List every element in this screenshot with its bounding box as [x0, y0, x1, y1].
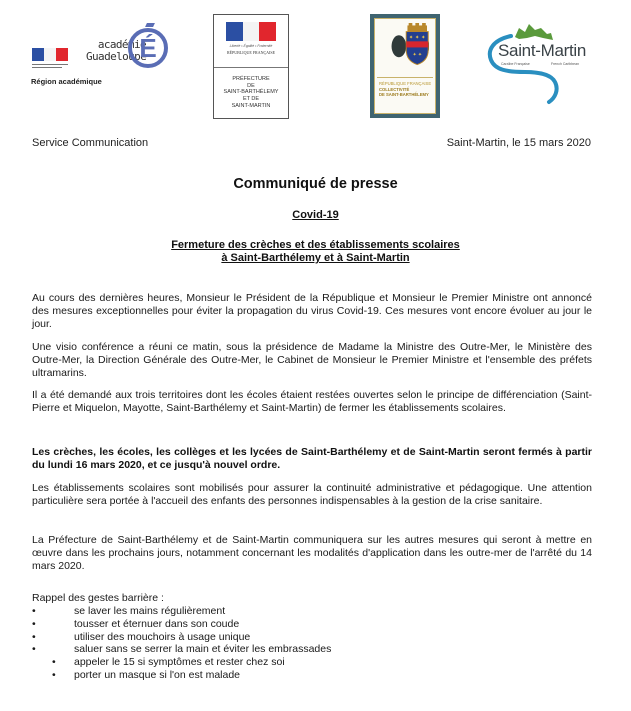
place-date: Saint-Martin, le 15 mars 2020 — [446, 137, 591, 149]
svg-text:✦ ✦: ✦ ✦ — [412, 53, 422, 58]
prefecture-logo — [213, 14, 289, 119]
paragraph-request: Il a été demandé aux trois territoires dont les écoles étaient restées ouvertes selon le principe de différenciation (Saint-Pierre et Miquelon, Mayotte, Saint-Barthélemy et Saint-Martin) de fermer les établissements scolaires. — [32, 389, 592, 415]
bullet-icon: • — [32, 605, 36, 617]
academie-e-icon: É — [128, 28, 168, 68]
paragraph-continuity: Les établissements scolaires sont mobilisés pour assurer la continuité administrative et pédagogique. Une attention particulière sera portée à l'accueil des enfants des personnes indispensables à la gestion de la crise sanitaire. — [32, 482, 592, 508]
bullet-icon: • — [32, 617, 36, 630]
collectivite-label: RÉPUBLIQUE FRANÇAISE COLLECTIVITÉ DE SAINT-BARTHÉLEMY — [379, 81, 432, 98]
saint-martin-logo — [485, 20, 620, 105]
stm-sub-fr: Caraïbe Française — [501, 62, 530, 66]
list-item: • utiliser des mouchoirs à usage unique — [32, 630, 251, 643]
list-item: • tousser et éternuer dans son coude — [32, 617, 240, 630]
saint-barthelemy-logo — [370, 14, 440, 118]
paragraph-prefecture: La Préfecture de Saint-Barthélemy et de Saint-Martin communiquera sur les autres mesures qui seront à mettre en œuvre dans les prochains jours, notamment concernant les modalités d'application dans les outre-mer de l'arrêté du 14 mars 2020. — [32, 534, 592, 573]
marianne-flag-icon — [226, 22, 276, 41]
marianne-flag-icon — [32, 48, 68, 61]
academie-wordmark: académie Guadeloupe — [86, 38, 147, 63]
academie-guadeloupe-logo — [28, 32, 173, 94]
bullet-icon: • — [32, 630, 36, 643]
divider — [214, 67, 288, 68]
region-academique-label: Région académique — [31, 77, 102, 86]
paragraph-visio: Une visio conférence a réuni ce matin, sous la présidence de Madame la Ministre des Outre-Mer, le Ministère des Outre-Mer, la Direction Générale des Outre-Mer, le Cabinet de Monsieur le Premier Ministre et l'ensemble des préfets ultramarins. — [32, 341, 592, 380]
stm-sub-en: French Caribbean — [551, 62, 580, 66]
service-label: Service Communication — [32, 137, 149, 149]
headline: Fermeture des crèches et des établissements scolaires à Saint-Barthélemy et à Saint-Martin — [171, 239, 460, 264]
page-title: Communiqué de presse — [233, 176, 398, 192]
subtitle: Covid-19 — [292, 209, 339, 221]
list-item: • appeler le 15 si symptômes et rester chez soi — [52, 656, 285, 669]
republic-motto: Liberté • Égalité • Fraternité — [229, 44, 273, 48]
gestes-list — [32, 605, 592, 682]
saint-martin-wordmark: Saint-Martin — [498, 41, 587, 60]
paragraph-intro: Au cours des dernières heures, Monsieur le Président de la République et Monsieur le Premier Ministre ont annoncé des mesures exceptionnelles pour éviter la propagation du virus Covid-19. Ces mesures vont encore évoluer au jour le jour. — [32, 292, 592, 331]
list-item: • se laver les mains régulièrement — [32, 605, 226, 617]
svg-text:✦ ✦ ✦: ✦ ✦ ✦ — [408, 34, 426, 41]
divider — [377, 77, 433, 78]
bullet-icon: • — [52, 656, 56, 669]
list-item: • porter un masque si l'on est malade — [52, 668, 241, 681]
republic-label: RÉPUBLIQUE FRANÇAISE — [226, 50, 276, 55]
bullet-icon: • — [52, 668, 56, 681]
paragraph-closure-bold: Les crèches, les écoles, les collèges et les lycées de Saint-Barthélemy et de Saint-Martin seront fermés à partir du lundi 16 mars 2020, et ce jusqu'à nouvel ordre. — [32, 446, 592, 472]
gestes-intro: Rappel des gestes barrière : — [32, 592, 164, 604]
list-item: • saluer sans se serrer la main et éviter les embrassades — [32, 643, 332, 656]
prefecture-name: PRÉFECTURE DE SAINT-BARTHÉLEMY ET DE SAINT-MARTIN — [223, 76, 279, 109]
coat-of-arms-icon — [381, 23, 429, 67]
bullet-icon: • — [32, 643, 36, 656]
